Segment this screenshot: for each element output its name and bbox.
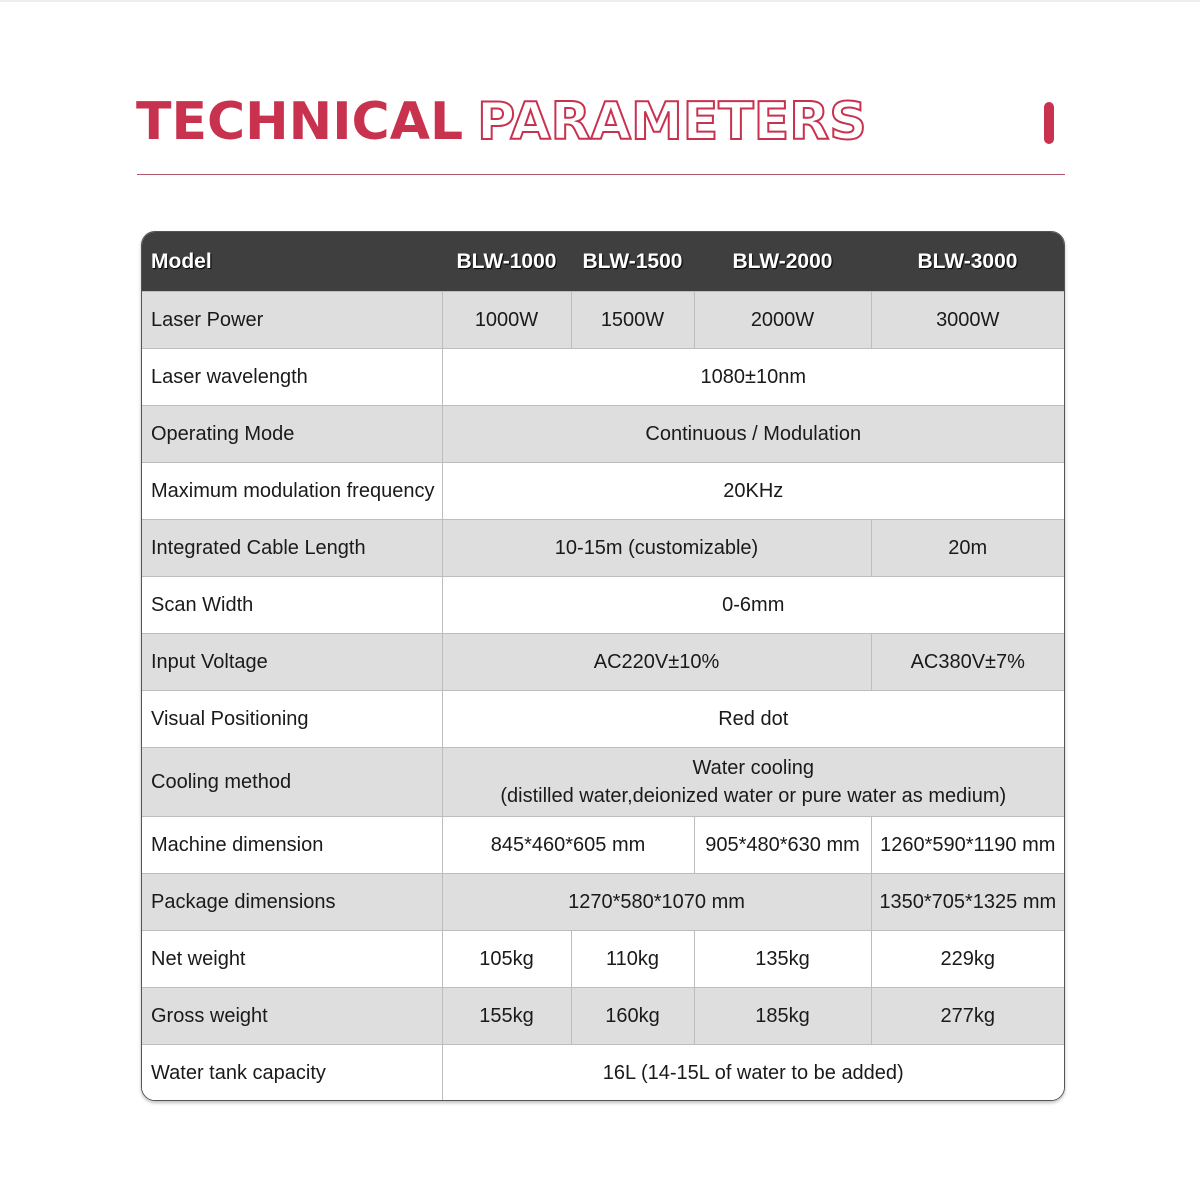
table-row-scan-width	[142, 577, 1064, 634]
table-row-machine-dimension	[142, 817, 1064, 874]
table-row-laser-power	[142, 292, 1064, 349]
cooling-line-1: Water cooling	[692, 757, 815, 779]
cell-value: 3000W	[871, 292, 1064, 349]
row-label: Net weight	[142, 931, 442, 988]
cooling-line-2: (distilled water,deionized water or pure water as medium)	[500, 785, 1007, 807]
title-solid: TECHNICAL	[136, 92, 464, 152]
column-header-blw-1500: BLW-1500	[571, 232, 694, 292]
cell-value: 20m	[871, 520, 1064, 577]
table-row-cooling-method	[142, 748, 1064, 817]
table-row-max-modulation-frequency	[142, 463, 1064, 520]
row-label: Package dimensions	[142, 874, 442, 931]
column-header-model: Model	[142, 232, 442, 292]
row-label: Scan Width	[142, 577, 442, 634]
table-row-input-voltage	[142, 634, 1064, 691]
row-label: Water tank capacity	[142, 1045, 442, 1102]
title-divider	[137, 174, 1065, 175]
cell-value: 845*460*605 mm	[442, 817, 694, 874]
spec-table	[142, 232, 1064, 1101]
table-row-gross-weight	[142, 988, 1064, 1045]
row-label: Integrated Cable Length	[142, 520, 442, 577]
spec-table-container	[141, 231, 1065, 1101]
cell-value: 1500W	[571, 292, 694, 349]
cell-value: 185kg	[694, 988, 871, 1045]
cell-value: 229kg	[871, 931, 1064, 988]
accent-bar	[1044, 102, 1054, 144]
cell-value: AC380V±7%	[871, 634, 1064, 691]
table-row-net-weight	[142, 931, 1064, 988]
cell-value: 1270*580*1070 mm	[442, 874, 871, 931]
cell-value: 10-15m (customizable)	[442, 520, 871, 577]
table-row-visual-positioning	[142, 691, 1064, 748]
cell-value: 1260*590*1190 mm	[871, 817, 1064, 874]
cell-value: AC220V±10%	[442, 634, 871, 691]
page-title	[136, 90, 867, 154]
column-header-blw-3000: BLW-3000	[871, 232, 1064, 292]
column-header-blw-1000: BLW-1000	[442, 232, 571, 292]
cell-value: 20KHz	[442, 463, 1064, 520]
cell-value: 135kg	[694, 931, 871, 988]
row-label: Laser wavelength	[142, 349, 442, 406]
row-label: Operating Mode	[142, 406, 442, 463]
cell-value: 277kg	[871, 988, 1064, 1045]
row-label: Cooling method	[142, 748, 442, 817]
table-row-water-tank-capacity	[142, 1045, 1064, 1102]
title-outline: PARAMETERS	[477, 92, 867, 152]
cell-value: 16L (14-15L of water to be added)	[442, 1045, 1064, 1102]
table-row-operating-mode	[142, 406, 1064, 463]
cell-value: 1350*705*1325 mm	[871, 874, 1064, 931]
cell-value: 105kg	[442, 931, 571, 988]
row-label: Laser Power	[142, 292, 442, 349]
row-label: Machine dimension	[142, 817, 442, 874]
cell-value	[442, 748, 1064, 817]
column-header-blw-2000: BLW-2000	[694, 232, 871, 292]
cell-value: 2000W	[694, 292, 871, 349]
cell-value: 110kg	[571, 931, 694, 988]
row-label: Visual Positioning	[142, 691, 442, 748]
header-row	[142, 232, 1064, 292]
cell-value: 905*480*630 mm	[694, 817, 871, 874]
cell-value: 160kg	[571, 988, 694, 1045]
cell-value: 1080±10nm	[442, 349, 1064, 406]
row-label: Input Voltage	[142, 634, 442, 691]
cell-value: 1000W	[442, 292, 571, 349]
row-label: Gross weight	[142, 988, 442, 1045]
cell-value: Red dot	[442, 691, 1064, 748]
table-row-package-dimensions	[142, 874, 1064, 931]
table-row-laser-wavelength	[142, 349, 1064, 406]
top-divider	[0, 0, 1200, 2]
row-label: Maximum modulation frequency	[142, 463, 442, 520]
cell-value: 0-6mm	[442, 577, 1064, 634]
cell-value: Continuous / Modulation	[442, 406, 1064, 463]
table-row-cable-length	[142, 520, 1064, 577]
cell-value: 155kg	[442, 988, 571, 1045]
